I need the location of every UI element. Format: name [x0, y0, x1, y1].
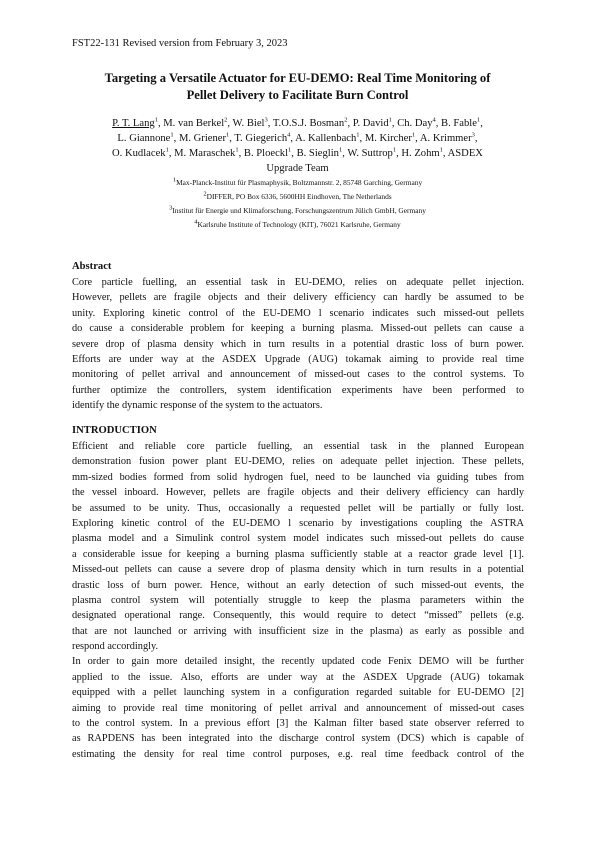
author-line: O. Kudlacek$^1$, M. Maraschek$^1$, B. Ploeckl$^1$, B. Sieglin$^1$, W. Suttrop$^1$, H. Zohm$^1$, ASDEX [112, 146, 483, 159]
author-list [60, 116, 535, 176]
affiliation-marker: 1 [226, 131, 230, 139]
affiliation-marker: 1 [338, 146, 343, 154]
affiliation-number: 1 [172, 176, 177, 184]
author-name: A. Kallenbach [295, 133, 357, 144]
affiliation-marker: 1 [392, 146, 397, 154]
affiliation-marker: 1 [356, 131, 360, 139]
text-line: equipped with a pellet launching system in a configuration regarded suitable for EU-DEMO [2] [72, 687, 524, 699]
text-line: aiming to provide real time monitoring of pellet arrival and announcement of missed-out cases [72, 702, 524, 714]
running-head: FST22-131 Revised version from February 3, 2023 [72, 38, 288, 49]
affiliation-text: Max-Planck-Institut für Plasmaphysik, Boltzmannstr. 2, 85748 Garching, Germany [176, 178, 423, 187]
affiliation-list [60, 176, 535, 232]
affiliation-text: Karlsruhe Institute of Technology (KIT), 76021 Karlsruhe, Germany [197, 220, 401, 229]
author-name: A. Krimmer [419, 133, 472, 144]
author-line: P. T. Lang$^1$, M. van Berkel$^2$, W. Biel$^3$, T.O.S.J. Bosman$^2$, P. David$^1$, Ch. Day$^4$, B. Fable$^1$, [112, 116, 483, 129]
text-line: Core particle fuelling, an essential task in EU-DEMO, relies on adequate pellet injection. [72, 277, 524, 288]
affiliation-number: 2 [203, 190, 207, 198]
author-line: Upgrade Team [266, 163, 329, 174]
affiliation-marker: 1 [170, 131, 174, 139]
title-line: Pellet Delivery to Facilitate Burn Control [186, 88, 409, 102]
text-line: do cause a considerable problem for keeping a burning plasma. Missed-out pellets can cause a [72, 323, 524, 335]
text-line: Exploring kinetic control of the EU-DEMO l scenario by investigations coupling the ASTRA [72, 517, 524, 529]
affiliation-marker: 1 [165, 146, 169, 154]
author-name: O. Kudlacek [112, 148, 166, 159]
text-line: estimating the density for real time control purposes, e.g. real time feedback control of the [72, 748, 524, 760]
affiliation-marker: 2 [344, 116, 348, 124]
text-line: identify the dynamic response of the system to the actuators. [72, 400, 323, 412]
affiliation-marker: 1 [288, 146, 292, 154]
text-line: the vessel inboard. However, pellets are fragile objects and their delivery efficiency can hardly [72, 487, 524, 499]
author-name: W. Suttrop [347, 148, 393, 159]
text-line: severe drop of plasma density which in turn results in a potential drastic loss of burn power. [72, 338, 524, 350]
text-line: demonstration fusion power plant EU-DEMO, relies on adequate pellet injection. These pellets, [72, 456, 524, 468]
affiliation-marker: 4 [287, 131, 291, 139]
author-name: W. Biel [232, 118, 265, 129]
text-line: further optimize the controllers, system identification experiments have been performed to [72, 384, 524, 396]
affiliation-marker: 3 [471, 131, 475, 139]
affiliation-number: 3 [169, 204, 173, 212]
affiliation-line [60, 218, 535, 232]
affiliation-marker: 1 [388, 116, 392, 124]
affiliation-marker: 1 [476, 116, 481, 124]
abstract-heading: Abstract [72, 261, 112, 272]
affiliation-line [60, 176, 535, 190]
text-line: monitoring of pellet arrival and announcement of missed-out cases to the control systems. To [72, 369, 524, 381]
author-name: B. Fable [441, 118, 477, 129]
affiliation-marker: 1 [411, 131, 416, 139]
author-line: L. Giannone$^1$, M. Griener$^1$, T. Giegerich$^4$, A. Kallenbach$^1$, M. Kircher$^1$, A. Krimmer$^3$, [117, 131, 478, 144]
text-line: that are not launched or arriving with insufficient size in the plasma) as early as possible and [72, 625, 524, 637]
text-line: Missed-out pellets can cause a severe drop of plasma density which in turn results in a potential [72, 564, 524, 576]
author-name: P. T. Lang [112, 118, 155, 129]
author-name: M. Maraschek [174, 148, 236, 159]
affiliation-text: Institut für Energie und Klimaforschung, Forschungszentrum Jülich GmbH, Germany [172, 206, 426, 215]
author-name: B. Sieglin [296, 148, 339, 159]
author-name: B. Ploeckl [243, 148, 289, 159]
text-line: drastic loss of burn power. Hence, without an early detection of such missed-out events, the [72, 579, 524, 591]
text-line: as RAPDENS has been integrated into the discharge control system (DCS) which is capable of [72, 733, 524, 745]
text-line: to the control system. In a previous effort [3] the Kalman filter based state observer referred to [72, 718, 524, 730]
author-name: M. Kircher [364, 133, 412, 144]
affiliation-line [60, 204, 535, 218]
affiliation-marker: 1 [439, 146, 443, 154]
text-line: Efficient and reliable core particle fuelling, an essential task in the planned European [72, 441, 524, 452]
text-line: unity. Exploring kinetic control of the EU-DEMO l scenario indicates such missed-out pellets [72, 307, 524, 319]
author-name: Ch. Day [397, 118, 433, 129]
affiliation-marker: 2 [224, 116, 228, 124]
title-line: Targeting a Versatile Actuator for EU-DEMO: Real Time Monitoring of [104, 71, 491, 85]
author-name: H. Zohm [401, 148, 440, 159]
paper-title [60, 70, 535, 104]
author-name: L. Giannone [117, 133, 171, 144]
text-line: be assumed to be unity. Thus, occasionally a requested pellet will be partially or fully lost. [72, 502, 524, 514]
author-name: ASDEX [447, 148, 483, 159]
text-line: mm-sized bodies formed from solid hydrogen fuel, need to be launched via guiding tubes from [72, 471, 524, 483]
introduction-body [72, 439, 524, 762]
text-line: applied to the issue. Also, efforts are under way at the ASDEX Upgrade (AUG) tokamak [72, 671, 524, 683]
text-line: However, pellets are fragile objects and their delivery efficiency can hardly be assumed to be [72, 292, 524, 304]
introduction-heading: INTRODUCTION [72, 425, 157, 436]
text-line: Efforts are under way at the ASDEX Upgrade (AUG) tokamak aiming to provide real time [72, 353, 524, 365]
author-name: M. van Berkel [163, 118, 225, 129]
affiliation-text: DIFFER, PO Box 6336, 5600HH Eindhoven, The Netherlands [206, 192, 392, 201]
abstract-body [72, 275, 524, 414]
author-name: T. Giegerich [234, 133, 288, 144]
author-name: M. Griener [178, 133, 227, 144]
affiliation-number: 4 [194, 218, 198, 226]
affiliation-marker: 1 [235, 146, 239, 154]
affiliation-marker: 3 [264, 116, 268, 124]
affiliation-line [60, 190, 535, 204]
affiliation-marker: 4 [432, 116, 436, 124]
affiliation-marker: 1 [154, 116, 158, 124]
author-name: P. David [352, 118, 389, 129]
text-line: In order to gain more detailed insight, the recently updated code Fenix DEMO will be further [72, 656, 524, 668]
text-line: designated operational range. Consequently, this would require to detect “missed” pellets (e.g. [72, 610, 524, 622]
text-line: plasma model and a Simulink control system model indicates such missed-out pellets do cause [72, 533, 524, 545]
text-line: a considerable issue for keeping a burning plasma sufficiently stable at a reactor grade level [1]. [72, 548, 524, 560]
text-line: respond accordingly. [72, 641, 159, 653]
text-line: plasma control system will potentially struggle to keep the plasma parameters within the [72, 594, 524, 606]
author-name: T.O.S.J. Bosman [272, 118, 345, 129]
